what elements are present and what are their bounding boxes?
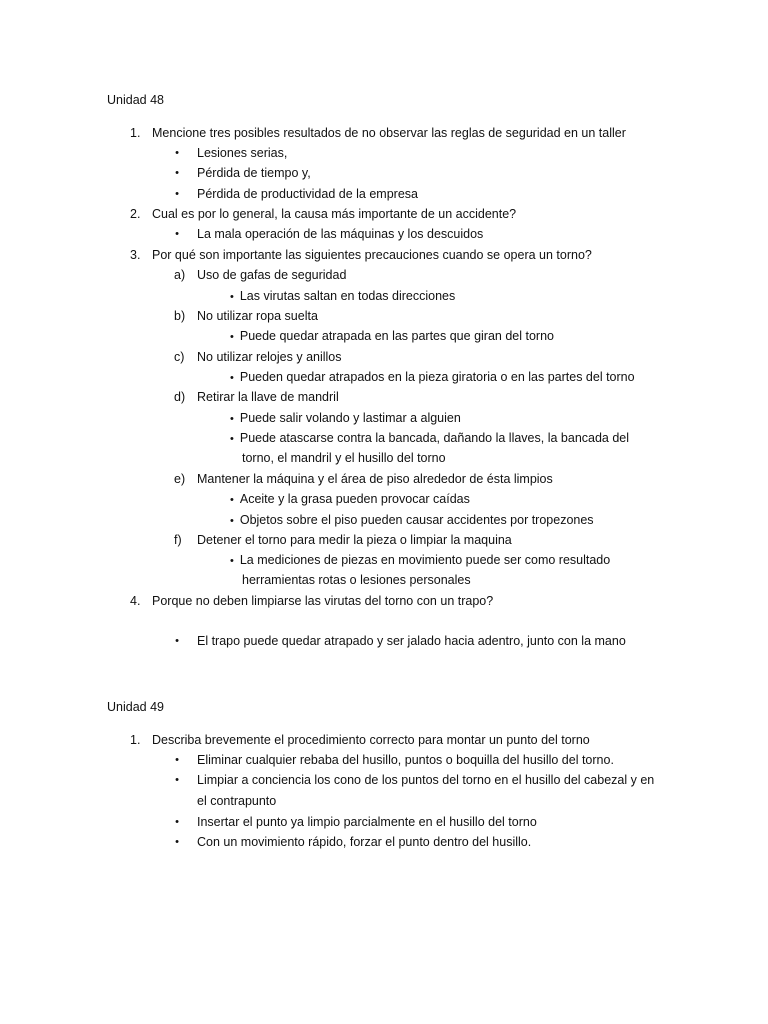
precaution-text: Retirar la llave de mandril <box>197 390 339 404</box>
bullet-icon: • <box>230 331 234 343</box>
question-number: 1. <box>130 126 141 140</box>
question-number: 1. <box>130 733 141 747</box>
unit-48-title: Unidad 48 <box>107 93 164 107</box>
question-text: Porque no deben limpiarse las virutas del torno con un trapo? <box>152 594 494 608</box>
item-letter: d) <box>174 390 186 404</box>
precaution-text: Detener el torno para medir la pieza o limpiar la maquina <box>197 533 512 547</box>
question-text: Por qué son importante las siguientes precauciones cuando se opera un torno? <box>152 248 592 262</box>
question-number: 3. <box>130 248 141 262</box>
answer-item: Limpiar a conciencia los cono de los puntos del torno en el husillo del cabezal y en <box>197 773 655 787</box>
bullet-icon: • <box>175 167 179 179</box>
unit-49-title: Unidad 49 <box>107 700 164 714</box>
precaution-text: Uso de gafas de seguridad <box>197 268 347 282</box>
answer-item: Pérdida de productividad de la empresa <box>197 187 418 201</box>
reason-item: • Puede atascarse contra la bancada, dañando la llaves, la bancada del <box>230 431 630 445</box>
answer-item: Con un movimiento rápido, forzar el punto dentro del husillo. <box>197 835 532 849</box>
question-text: Cual es por lo general, la causa más importante de un accidente? <box>152 207 517 221</box>
bullet-icon: • <box>175 188 179 200</box>
bullet-icon: • <box>230 555 234 567</box>
reason-item: • Pueden quedar atrapados en la pieza giratoria o en las partes del torno <box>230 370 635 384</box>
bullet-icon: • <box>230 515 234 527</box>
item-letter: f) <box>174 533 182 547</box>
bullet-icon: • <box>175 635 179 647</box>
reason-continuation: torno, el mandril y el husillo del torno <box>242 451 446 465</box>
precaution-text: Mantener la máquina y el área de piso alrededor de ésta limpios <box>197 472 553 486</box>
precaution-text: No utilizar relojes y anillos <box>197 350 342 364</box>
answer-item: Pérdida de tiempo y, <box>197 166 311 180</box>
bullet-icon: • <box>230 433 234 445</box>
question-text: Mencione tres posibles resultados de no observar las reglas de seguridad en un taller <box>152 126 626 140</box>
bullet-icon: • <box>230 494 234 506</box>
bullet-icon: • <box>175 836 179 848</box>
question-text: Describa brevemente el procedimiento correcto para montar un punto del torno <box>152 733 590 747</box>
item-letter: e) <box>174 472 186 486</box>
reason-item: • Aceite y la grasa pueden provocar caídas <box>230 492 470 506</box>
question-number: 4. <box>130 594 141 608</box>
bullet-icon: • <box>175 147 179 159</box>
question-number: 2. <box>130 207 141 221</box>
reason-item: • La mediciones de piezas en movimiento puede ser como resultado <box>230 553 611 567</box>
reason-item: • Las virutas saltan en todas direcciones <box>230 289 456 303</box>
answer-item: Lesiones serias, <box>197 146 288 160</box>
reason-item: • Puede quedar atrapada en las partes que giran del torno <box>230 329 554 343</box>
answer-item: Eliminar cualquier rebaba del husillo, puntos o boquilla del husillo del torno. <box>197 753 614 767</box>
item-letter: b) <box>174 309 186 323</box>
answer-item: Insertar el punto ya limpio parcialmente en el husillo del torno <box>197 815 537 829</box>
item-letter: c) <box>174 350 185 364</box>
bullet-icon: • <box>175 774 179 786</box>
bullet-icon: • <box>175 816 179 828</box>
precaution-text: No utilizar ropa suelta <box>197 309 318 323</box>
reason-continuation: herramientas rotas o lesiones personales <box>242 573 471 587</box>
bullet-icon: • <box>175 754 179 766</box>
reason-item: • Puede salir volando y lastimar a alguien <box>230 411 461 425</box>
bullet-icon: • <box>230 413 234 425</box>
answer-item: La mala operación de las máquinas y los descuidos <box>197 227 484 241</box>
answer-item: El trapo puede quedar atrapado y ser jalado hacia adentro, junto con la mano <box>197 634 626 648</box>
bullet-icon: • <box>230 291 234 303</box>
reason-item: • Objetos sobre el piso pueden causar accidentes por tropezones <box>230 513 594 527</box>
item-letter: a) <box>174 268 186 282</box>
bullet-icon: • <box>230 372 234 384</box>
bullet-icon: • <box>175 228 179 240</box>
answer-continuation: el contrapunto <box>197 794 277 808</box>
